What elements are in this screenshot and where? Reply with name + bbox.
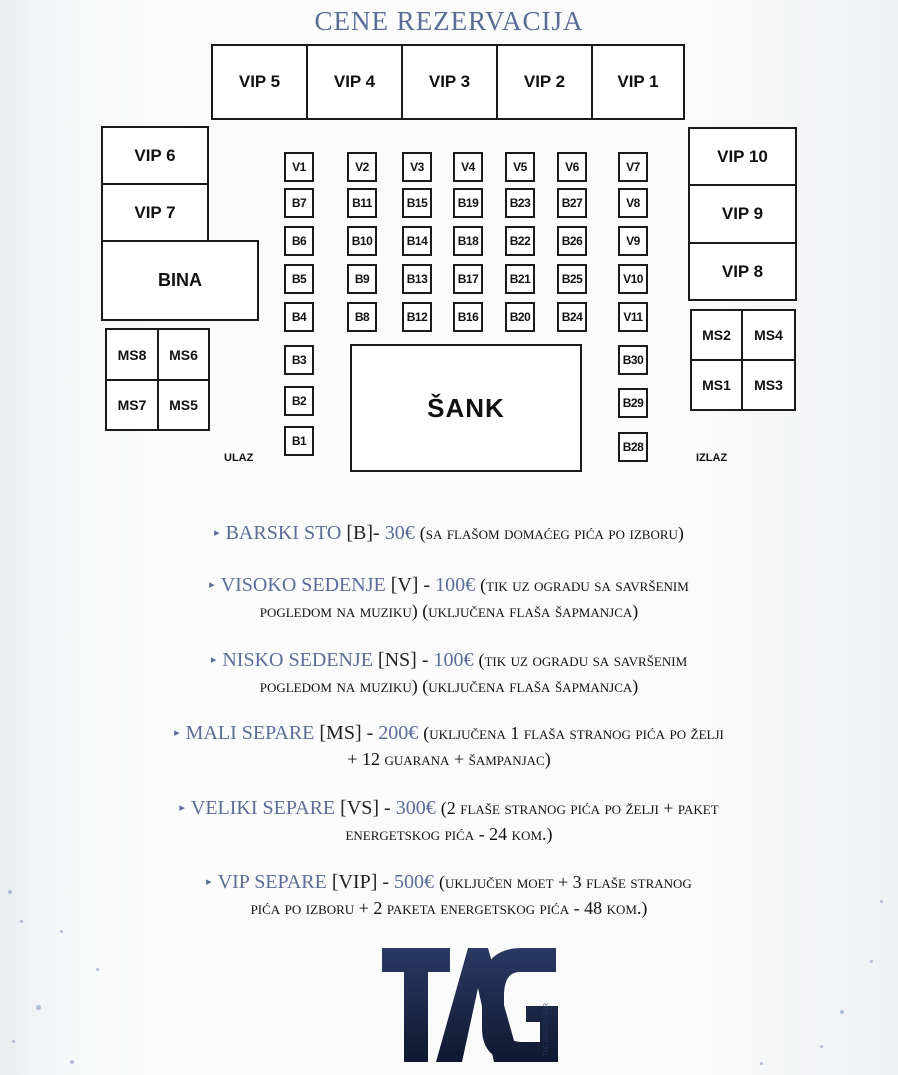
seat-b26[interactable]: B26 <box>557 226 587 256</box>
seat-b17[interactable]: B17 <box>453 264 483 294</box>
seat-v6[interactable]: V6 <box>557 152 587 182</box>
bullet-icon: ▸ <box>210 654 217 666</box>
logo-mark <box>380 938 560 1066</box>
seat-b16[interactable]: B16 <box>453 302 483 332</box>
bar-counter: ŠANK <box>350 344 582 472</box>
seat-b10[interactable]: B10 <box>347 226 377 256</box>
seat-v11[interactable]: V11 <box>618 302 648 332</box>
seat-v3[interactable]: V3 <box>402 152 432 182</box>
seat-b3[interactable]: B3 <box>284 345 314 375</box>
ms-2[interactable]: MS2 <box>690 309 743 361</box>
vip-8[interactable]: VIP 8 <box>688 242 797 301</box>
seat-b20[interactable]: B20 <box>505 302 535 332</box>
vip-6[interactable]: VIP 6 <box>101 126 209 185</box>
bullet-icon: ▸ <box>174 727 180 739</box>
seat-b21[interactable]: B21 <box>505 264 535 294</box>
seat-b19[interactable]: B19 <box>453 188 483 218</box>
seat-v10[interactable]: V10 <box>618 264 648 294</box>
seat-b27[interactable]: B27 <box>557 188 587 218</box>
seat-v1[interactable]: V1 <box>284 152 314 182</box>
price-item: ▸ VIP SEPARE [VIP] - 500€ (uključen moet + 3 flaše stranog pića po izboru + 2 paketa energetskog pića - 48 kom.) <box>206 871 692 918</box>
seat-b12[interactable]: B12 <box>402 302 432 332</box>
seat-b14[interactable]: B14 <box>402 226 432 256</box>
exit-label: IZLAZ <box>696 452 728 464</box>
seat-b18[interactable]: B18 <box>453 226 483 256</box>
vip-9[interactable]: VIP 9 <box>688 184 797 244</box>
seat-b23[interactable]: B23 <box>505 188 535 218</box>
seat-b2[interactable]: B2 <box>284 386 314 416</box>
bullet-icon: ▸ <box>179 802 185 814</box>
ms-5[interactable]: MS5 <box>157 379 210 431</box>
ms-1[interactable]: MS1 <box>690 359 743 411</box>
ms-7[interactable]: MS7 <box>105 379 159 431</box>
tag-logo <box>380 938 560 1066</box>
seat-b9[interactable]: B9 <box>347 264 377 294</box>
price-item: ▸ BARSKI STO [B]- 30€ (sa flašom domaćeg pića po izboru) <box>214 522 684 544</box>
ms-6[interactable]: MS6 <box>157 328 210 381</box>
price-item: ▸ NISKO SEDENJE [NS] - 100€ (tik uz ogradu sa savršenim pogledom na muziku) (uključena flaša šapmanjca) <box>210 649 688 696</box>
seat-b13[interactable]: B13 <box>402 264 432 294</box>
seat-b7[interactable]: B7 <box>284 188 314 218</box>
seat-b24[interactable]: B24 <box>557 302 587 332</box>
ms-8[interactable]: MS8 <box>105 328 159 381</box>
seat-b22[interactable]: B22 <box>505 226 535 256</box>
ms-4[interactable]: MS4 <box>741 309 796 361</box>
bullet-icon: ▸ <box>214 527 220 539</box>
bullet-icon: ▸ <box>206 876 212 888</box>
seat-b28[interactable]: B28 <box>618 432 648 462</box>
vip-5[interactable]: VIP 5 <box>211 44 308 120</box>
vip-2[interactable]: VIP 2 <box>496 44 593 120</box>
stage: BINA <box>101 240 259 321</box>
price-item: ▸ VISOKO SEDENJE [V] - 100€ (tik uz ogradu sa savršenim pogledom na muziku) (uključena flaša šapmanjca) <box>209 574 689 621</box>
page-title: CENE REZERVACIJA <box>314 6 584 36</box>
price-item: ▸ VELIKI SEPARE [VS] - 300€ (2 flaše stranog pića po želji + paket energetskog pića - 24 kom.) <box>179 797 719 844</box>
bullet-icon: ▸ <box>209 579 215 591</box>
vip-1[interactable]: VIP 1 <box>591 44 685 120</box>
seat-b29[interactable]: B29 <box>618 388 648 418</box>
vip-3[interactable]: VIP 3 <box>401 44 498 120</box>
seat-v4[interactable]: V4 <box>453 152 483 182</box>
price-item: ▸ MALI SEPARE [MS] - 200€ (uključena 1 flaša stranog pića po želji + 12 guarana + šampanjac) <box>174 722 724 769</box>
seat-b11[interactable]: B11 <box>347 188 377 218</box>
seat-v9[interactable]: V9 <box>618 226 648 256</box>
seat-b15[interactable]: B15 <box>402 188 432 218</box>
ms-3[interactable]: MS3 <box>741 359 796 411</box>
seat-b6[interactable]: B6 <box>284 226 314 256</box>
vip-4[interactable]: VIP 4 <box>306 44 403 120</box>
seat-b8[interactable]: B8 <box>347 302 377 332</box>
vip-10[interactable]: VIP 10 <box>688 127 797 186</box>
seat-v8[interactable]: V8 <box>618 188 648 218</box>
seat-b5[interactable]: B5 <box>284 264 314 294</box>
seat-b25[interactable]: B25 <box>557 264 587 294</box>
seat-v7[interactable]: V7 <box>618 152 648 182</box>
seat-b4[interactable]: B4 <box>284 302 314 332</box>
seat-v5[interactable]: V5 <box>505 152 535 182</box>
vip-7[interactable]: VIP 7 <box>101 183 209 242</box>
logo-tagline: THE GASTRO BAR <box>544 1002 550 1056</box>
seat-b1[interactable]: B1 <box>284 426 314 456</box>
seat-v2[interactable]: V2 <box>347 152 377 182</box>
entrance-label: ULAZ <box>224 452 254 464</box>
seat-b30[interactable]: B30 <box>618 345 648 375</box>
